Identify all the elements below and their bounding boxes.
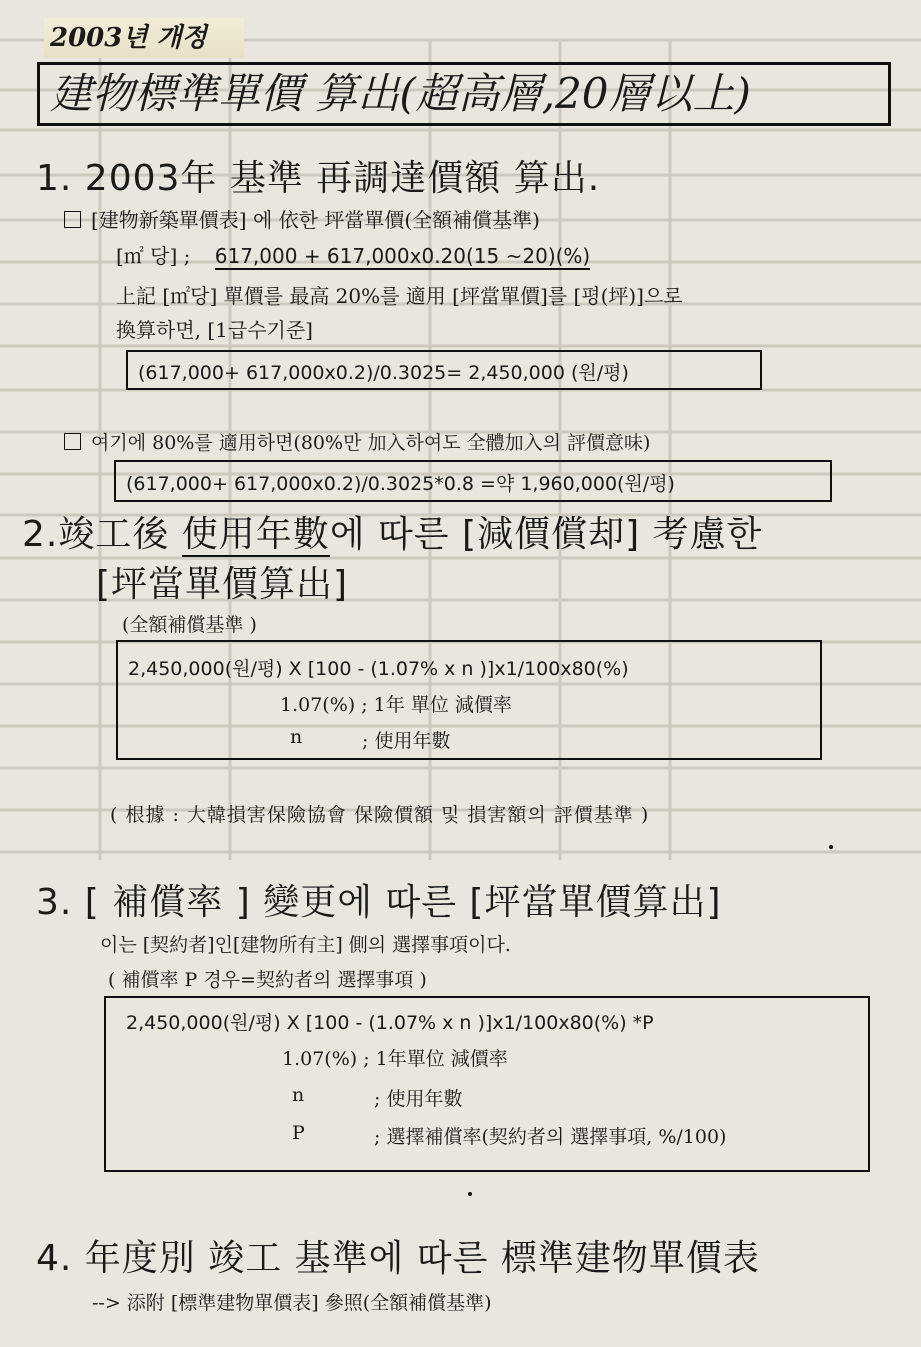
- definition-p-var: P: [292, 1122, 305, 1144]
- section-4-line-1: --> 添附 [標準建物單價表] 參照(全額補償基準): [92, 1292, 492, 1314]
- scan-dot: [829, 845, 833, 849]
- formula-box-4: [104, 996, 870, 1172]
- section-1-bullet-1: [64, 204, 540, 233]
- checkbox-icon: [64, 211, 81, 228]
- section-1-heading: 1. 2003年 基準 再調達價額 算出.: [36, 158, 601, 199]
- section-2-heading-suffix: 에 따른 [減價償却] 考慮한: [329, 514, 763, 555]
- formula-box-1: (617,000+ 617,000x0.2)/0.3025= 2,450,000 (원/평): [126, 350, 762, 390]
- depreciation-formula: 2,450,000(원/평) X [100 - (1.07% x n )]x1/100x80(%): [128, 658, 629, 680]
- definition-n-text: ; 使用年數: [362, 730, 451, 752]
- compensation-formula: 2,450,000(원/평) X [100 - (1.07% x n )]x1/100x80(%) *P: [126, 1012, 654, 1034]
- per-m2-formula: 617,000 + 617,000x0.20(15 ~20)(%): [214, 244, 591, 268]
- convert-line-1: 上記 [㎡당] 單價를 最高 20%를 適用 [坪當單價]를 [평(坪)]으로: [116, 284, 683, 308]
- page-title: 建物標準單價 算出(超高層,20層以上): [37, 62, 891, 126]
- scan-dot: [468, 1192, 472, 1196]
- section-3-heading: 3. [ 補償率 ] 變更에 따른 [坪當單價算出]: [36, 882, 722, 923]
- per-m2-label: [㎡ 당] ;: [116, 244, 191, 268]
- per-m2-line: [116, 240, 590, 269]
- revision-label: 2003년 개정: [44, 18, 244, 58]
- section-2-heading: [22, 506, 762, 557]
- definition-n-var-2: n: [292, 1084, 305, 1106]
- section-3-line-1: 이는 [契約者]인[建物所有主] 側의 選擇事項이다.: [100, 934, 511, 956]
- section-4-heading: 4. 年度別 竣工 基準에 따른 標準建物單價表: [36, 1238, 760, 1279]
- formula-box-2: (617,000+ 617,000x0.2)/0.3025*0.8 =약 1,960,000(원/평): [114, 460, 832, 502]
- bullet-1-text: [建物新築單價表] 에 依한 坪當單價(全額補償基準): [91, 208, 540, 232]
- definition-p-text: ; 選擇補償率(契約者의 選擇事項, %/100): [374, 1126, 727, 1148]
- section-2-basis: (全額補償基準 ): [122, 614, 257, 636]
- section-3-line-2: ( 補償率 P 경우=契約者의 選擇事項 ): [108, 969, 427, 991]
- formula-box-3: [116, 640, 822, 760]
- definition-rate-2: 1.07(%) ; 1年單位 減價率: [282, 1048, 508, 1070]
- section-2-heading-prefix: 2.竣工後: [22, 514, 182, 555]
- definition-n-var: n: [290, 726, 303, 748]
- checkbox-icon: [64, 433, 81, 450]
- convert-line-2: 換算하면, [1급수기준]: [116, 318, 313, 342]
- source-note: ( 根據 : 大韓損害保險協會 保險價額 및 損害額의 評價基準 ): [110, 804, 650, 826]
- section-1-bullet-2: [64, 428, 650, 455]
- section-2-heading-underlined: 使用年數: [181, 514, 330, 555]
- section-2-heading-line-2: [坪當單價算出]: [96, 564, 349, 605]
- definition-n-text-2: ; 使用年數: [374, 1088, 463, 1110]
- definition-rate: 1.07(%) ; 1年 單位 減價率: [280, 694, 512, 716]
- bullet-2-text: 여기에 80%를 適用하면(80%만 加入하여도 全體加入의 評價意味): [91, 432, 651, 454]
